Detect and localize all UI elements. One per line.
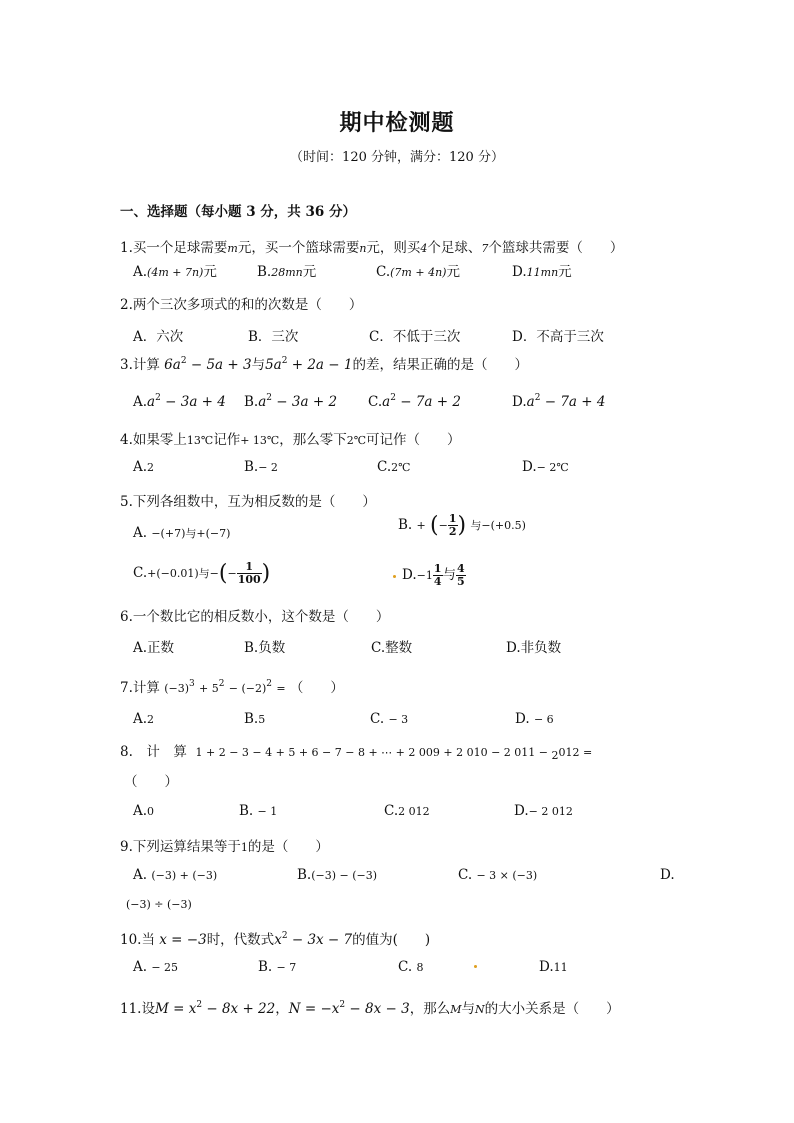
option-10d: D.11 bbox=[539, 959, 568, 975]
option-2a: A．六次 bbox=[133, 329, 184, 345]
marker-dot bbox=[393, 575, 396, 578]
option-8b: B. − 1 bbox=[239, 803, 278, 819]
option-2d: D．不高于三次 bbox=[512, 329, 604, 345]
option-8c: C.2 012 bbox=[384, 803, 430, 819]
option-5b: B. + (− $\frac{1}{2}$ ) 与−(+0.5) bbox=[398, 512, 526, 538]
option-9b: B.(−3) − (−3) bbox=[297, 867, 378, 883]
page-title: 期中检测题 bbox=[339, 111, 455, 136]
option-7d: D. − 6 bbox=[515, 711, 554, 727]
option-2c: C．不低于三次 bbox=[369, 329, 461, 345]
question-11: 11.设$M = x^2 - 8x + 22$，$N = -x^2 - 8x - 3$，那么M与N的大小关系是（ ） bbox=[120, 1000, 620, 1017]
option-1a: A.(4m + 7n)元 bbox=[133, 264, 217, 280]
option-3d: $D.a^2 - 7a + 4$ bbox=[512, 393, 606, 410]
option-8d: D.− 2 012 bbox=[514, 803, 573, 819]
option-9a: A. (−3) + (−3) bbox=[133, 867, 218, 883]
option-5d: D.−1 $\frac{1}{4}$ 与 $\frac{4}{5}$ bbox=[402, 562, 465, 588]
option-6c: C.整数 bbox=[371, 640, 413, 656]
option-2b: B．三次 bbox=[248, 329, 299, 345]
option-3a: $A.a^2 - 3a + 4$ bbox=[133, 393, 226, 410]
question-8-blank: （ ） bbox=[124, 774, 178, 790]
marker-dot bbox=[474, 965, 477, 968]
section-heading: 一、选择题（每小题 3 分，共 36 分） bbox=[120, 204, 356, 220]
question-7: 7.计算 $(-3)^3 + 5^2 - (-2)^2$ = （ ） bbox=[120, 679, 344, 696]
option-5a: A. −(+7)与+(−7) bbox=[133, 525, 231, 541]
option-9d-value: (−3) ÷ (−3) bbox=[126, 898, 192, 911]
option-3b: $B.a^2 - 3a + 2$ bbox=[244, 393, 338, 410]
question-5: 5.下列各组数中，互为相反数的是（ ） bbox=[120, 494, 376, 510]
option-7c: C. − 3 bbox=[370, 711, 409, 727]
option-10a: A. − 25 bbox=[133, 959, 179, 975]
option-10b: B. − 7 bbox=[258, 959, 297, 975]
option-9d: D. bbox=[660, 867, 675, 883]
option-1b: B.28mn元 bbox=[257, 264, 317, 280]
question-6: 6.一个数比它的相反数小，这个数是（ ） bbox=[120, 609, 390, 625]
exam-info: （时间：120 分钟，满分：120 分） bbox=[290, 150, 504, 165]
option-6b: B.负数 bbox=[244, 640, 286, 656]
option-4a: A.2 bbox=[133, 459, 155, 475]
option-8a: A.0 bbox=[133, 803, 155, 819]
option-7b: B.5 bbox=[244, 711, 266, 727]
question-1: 1.买一个足球需要m元，买一个篮球需要n元，则买4个足球、7个篮球共需要（ ） bbox=[120, 240, 624, 256]
option-6a: A.正数 bbox=[133, 640, 175, 656]
option-4b: B.− 2 bbox=[244, 459, 278, 475]
option-7a: A.2 bbox=[133, 711, 155, 727]
option-5c: C.+(−0.01)与−(− $\frac{1}{100}$ ) bbox=[133, 560, 271, 586]
option-1d: D.11mn元 bbox=[512, 264, 572, 280]
question-2: 2.两个三次多项式的和的次数是（ ） bbox=[120, 297, 363, 313]
option-1c: C.(7m + 4n)元 bbox=[376, 264, 460, 280]
question-3: 3.计算 $6a^2 - 5a + 3$与$5a^2 + 2a - 1$的差，结果正确的是（ ） bbox=[120, 356, 528, 373]
question-9: 9.下列运算结果等于1的是（ ） bbox=[120, 839, 329, 855]
option-6d: D.非负数 bbox=[506, 640, 562, 656]
option-4c: C.2℃ bbox=[377, 459, 411, 475]
question-4: 4.如果零上13℃记作+ 13℃，那么零下2℃可记作（ ） bbox=[120, 432, 461, 448]
option-4d: D.− 2℃ bbox=[522, 459, 569, 475]
question-8: 8. 计 算 1 + 2 − 3 − 4 + 5 + 6 − 7 − 8 + ⋯ + 2 009 + 2 010 − 2 011 − $_2$012 = bbox=[120, 744, 593, 762]
option-10c: C. 8 bbox=[398, 959, 424, 975]
option-9c: C. − 3 × (−3) bbox=[458, 867, 538, 883]
option-3c: $C.a^2 - 7a + 2$ bbox=[368, 393, 461, 410]
question-10: 10.当 x = −3时，代数式$x^2 - 3x - 7$的值为( ) bbox=[120, 931, 431, 948]
